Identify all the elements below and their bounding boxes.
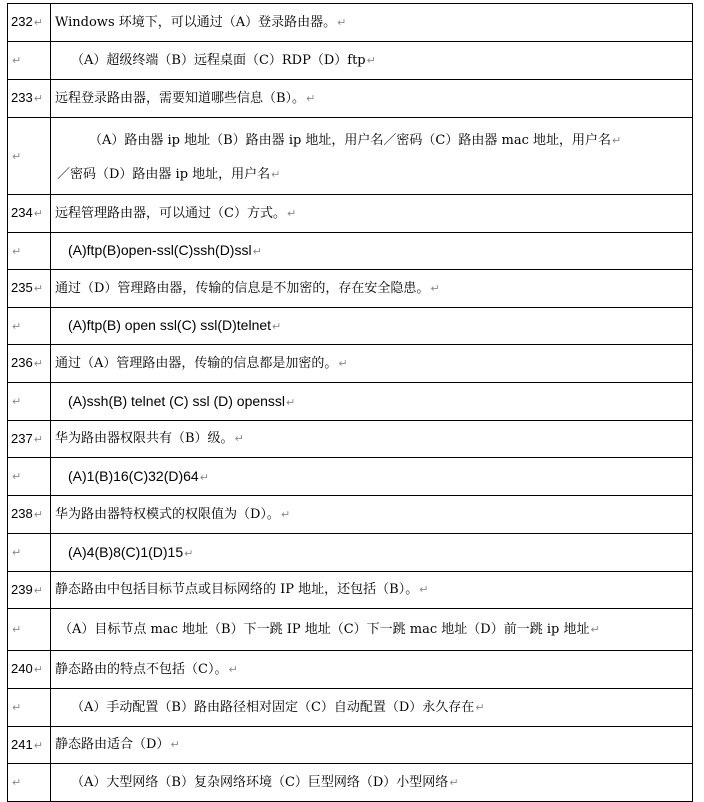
options-text: (A)1(B)16(C)32(D)64↵ <box>51 458 693 496</box>
question-number: 233↵ <box>8 80 51 118</box>
question-text: 远程登录路由器，需要知道哪些信息（B）。↵ <box>51 80 693 118</box>
question-row <box>8 421 693 458</box>
empty-number-cell: ↵ <box>8 383 51 421</box>
options-row <box>8 458 693 496</box>
question-text: 通过（D）管理路由器，传输的信息是不加密的，存在安全隐患。↵ <box>51 270 693 308</box>
options-row <box>8 534 693 572</box>
options-row <box>8 609 693 651</box>
question-text: 静态路由的特点不包括（C）。↵ <box>51 651 693 689</box>
question-row <box>8 572 693 609</box>
options-text: （A）路由器 ip 地址（B）路由器 ip 地址，用户名／密码（C）路由器 mac 地址，用户名↵ ／密码（D）路由器 ip 地址，用户名↵ <box>51 118 693 195</box>
question-number: 236↵ <box>8 345 51 383</box>
question-text: 通过（A）管理路由器，传输的信息都是加密的。↵ <box>51 345 693 383</box>
question-row <box>8 80 693 118</box>
question-row <box>8 4 693 42</box>
options-text: (A)4(B)8(C)1(D)15↵ <box>51 534 693 572</box>
question-row <box>8 345 693 383</box>
question-row <box>8 496 693 534</box>
options-row <box>8 764 693 802</box>
question-number: 238↵ <box>8 496 51 534</box>
question-text: 静态路由中包括目标节点或目标网络的 IP 地址，还包括（B）。↵ <box>51 572 693 609</box>
question-row <box>8 195 693 233</box>
options-row <box>8 233 693 270</box>
question-text: 华为路由器特权模式的权限值为（D）。↵ <box>51 496 693 534</box>
question-text: 静态路由适合（D）↵ <box>51 727 693 764</box>
options-row <box>8 689 693 727</box>
question-number: 239↵ <box>8 572 51 609</box>
question-text: 华为路由器权限共有（B）级。↵ <box>51 421 693 458</box>
options-text: (A)ftp(B)open-ssl(C)ssh(D)ssl↵ <box>51 233 693 270</box>
options-row <box>8 42 693 80</box>
options-row <box>8 118 693 195</box>
question-row <box>8 727 693 764</box>
empty-number-cell: ↵ <box>8 118 51 195</box>
options-text: （A）超级终端（B）远程桌面（C）RDP（D）ftp↵ <box>51 42 693 80</box>
question-number: 234↵ <box>8 195 51 233</box>
empty-number-cell: ↵ <box>8 458 51 496</box>
empty-number-cell: ↵ <box>8 609 51 651</box>
question-number: 240↵ <box>8 651 51 689</box>
empty-number-cell: ↵ <box>8 233 51 270</box>
question-row <box>8 651 693 689</box>
question-row <box>8 270 693 308</box>
question-number: 241↵ <box>8 727 51 764</box>
empty-number-cell: ↵ <box>8 764 51 802</box>
question-table <box>7 3 693 802</box>
empty-number-cell: ↵ <box>8 42 51 80</box>
options-text: (A)ftp(B) open ssl(C) ssl(D)telnet↵ <box>51 308 693 345</box>
empty-number-cell: ↵ <box>8 534 51 572</box>
options-row <box>8 383 693 421</box>
options-text: (A)ssh(B) telnet (C) ssl (D) openssl↵ <box>51 383 693 421</box>
question-number: 237↵ <box>8 421 51 458</box>
question-text: 远程管理路由器，可以通过（C）方式。↵ <box>51 195 693 233</box>
question-number: 232↵ <box>8 4 51 42</box>
empty-number-cell: ↵ <box>8 308 51 345</box>
empty-number-cell: ↵ <box>8 689 51 727</box>
options-row <box>8 308 693 345</box>
question-number: 235↵ <box>8 270 51 308</box>
options-text: （A）手动配置（B）路由路径相对固定（C）自动配置（D）永久存在↵ <box>51 689 693 727</box>
options-text: （A）目标节点 mac 地址（B）下一跳 IP 地址（C）下一跳 mac 地址（D）前一跳 ip 地址↵ <box>51 609 693 651</box>
options-text: （A）大型网络（B）复杂网络环境（C）巨型网络（D）小型网络↵ <box>51 764 693 802</box>
question-text: Windows 环境下，可以通过（A）登录路由器。↵ <box>51 4 693 42</box>
